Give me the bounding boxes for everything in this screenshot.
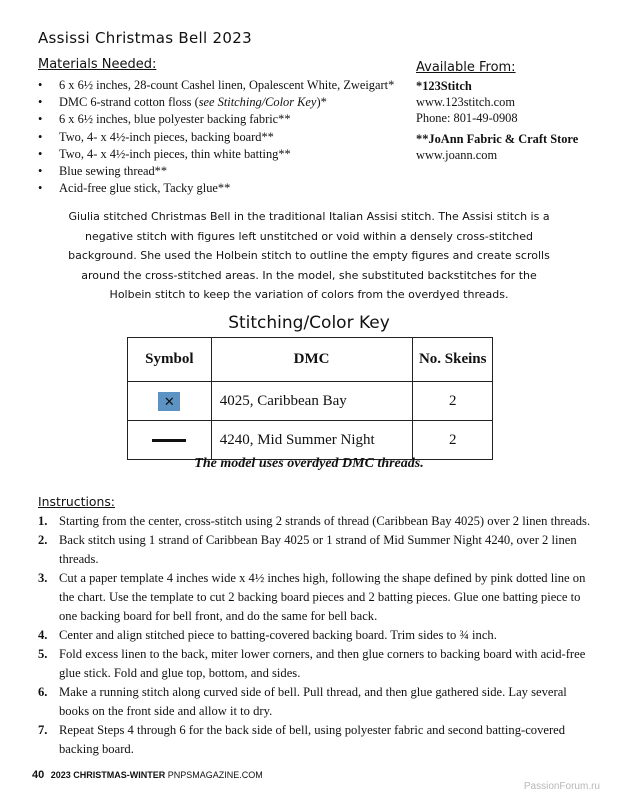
magazine-site: PNPSMAGAZINE.COM: [167, 770, 263, 780]
step-number: 3.: [38, 571, 48, 585]
step-number: 1.: [38, 514, 48, 528]
page-footer: [32, 769, 263, 781]
store-name: **JoAnn Fabric & Craft Store: [416, 132, 579, 146]
materials-item-ref: see Stitching/Color Key: [198, 95, 317, 110]
step-text: Repeat Steps 4 through 6 for the back side of bell, using polyester fabric and second batting-covered backing board.: [59, 723, 566, 756]
materials-item: • Two, 4- x 4½-inch pieces, backing board**: [38, 129, 418, 146]
table-row: [128, 421, 493, 460]
page-number: 40: [32, 769, 45, 781]
store-name: *123Stitch: [416, 79, 472, 93]
header-symbol: Symbol: [128, 338, 212, 382]
instruction-step: [38, 512, 598, 531]
materials-item: [38, 94, 418, 111]
materials-item: • Acid-free glue stick, Tacky glue**: [38, 180, 418, 197]
instruction-step: [38, 645, 598, 683]
materials-item-text: DMC 6-strand cotton floss (: [59, 95, 199, 110]
step-number: 2.: [38, 533, 48, 547]
materials-item: • Blue sewing thread**: [38, 163, 418, 180]
instruction-step: [38, 683, 598, 721]
instruction-step: [38, 721, 598, 759]
skeins-cell: 2: [413, 382, 493, 421]
step-text: Starting from the center, cross-stitch using 2 strands of thread (Caribbean Bay 4025) over 2 linen threads.: [59, 514, 591, 528]
step-text: Back stitch using 1 strand of Caribbean Bay 4025 or 1 strand of Mid Summer Night 4240, over 2 linen threads.: [59, 533, 577, 566]
cross-stitch-x-icon: ✕: [158, 392, 180, 411]
step-number: 4.: [38, 628, 48, 642]
issue-label: 2023 CHRISTMAS-WINTER: [50, 770, 166, 780]
page-title: Assissi Christmas Bell 2023: [38, 29, 252, 47]
step-text: Make a running stitch along curved side of bell. Pull thread, and then glue gathered side. Lay several books on the front side and allow it to dry.: [59, 685, 567, 718]
color-key-note: The model uses overdyed DMC threads.: [194, 456, 424, 471]
step-text: Center and align stitched piece to batting-covered backing board. Trim sides to ¾ inch.: [59, 628, 497, 642]
dmc-cell: 4240, Mid Summer Night: [211, 421, 413, 460]
symbol-cell: [128, 421, 212, 460]
materials-item: • 6 x 6½ inches, blue polyester backing fabric**: [38, 111, 418, 128]
intro-paragraph: Giulia stitched Christmas Bell in the traditional Italian Assisi stitch. The Assisi stitch is a negative stitch with figures left unstitched or void within a densely cross-stitched background. She used the Holbein stitch to outline the empty figures and create scrolls around the cross-stitched areas. In the model, she substituted backstitches for the Holbein stitch to keep the variation of colors from the overdyed threads.: [68, 210, 550, 301]
step-text: Fold excess linen to the back, miter lower corners, and then glue corners to backing board with acid-free glue stick. Fold and glue top, bottom, and sides.: [59, 647, 586, 680]
dmc-cell: 4025, Caribbean Bay: [211, 382, 413, 421]
store-website: www.joann.com: [416, 148, 498, 162]
store-website: www.123stitch.com: [416, 95, 515, 109]
materials-heading: Materials Needed:: [38, 57, 157, 72]
table-row: [128, 382, 493, 421]
watermark: PassionForum.ru: [523, 781, 600, 792]
available-from: [416, 60, 611, 163]
skeins-cell: 2: [413, 421, 493, 460]
table-header-row: [128, 338, 493, 382]
instructions-list: [38, 512, 598, 759]
step-text: Cut a paper template 4 inches wide x 4½ inches high, following the shape defined by pink dotted line on the chart. Use the template to cut 2 backing board pieces and 2 batting pieces. Glue one batting piece to one backing board for bell front, and do the same for bell back.: [59, 571, 586, 623]
store-phone: Phone: 801-49-0908: [416, 111, 518, 125]
materials-list: [38, 77, 418, 197]
materials-item: • 6 x 6½ inches, 28-count Cashel linen, Opalescent White, Zweigart*: [38, 77, 418, 94]
materials-item: • Two, 4- x 4½-inch pieces, thin white batting**: [38, 146, 418, 163]
instruction-step: [38, 531, 598, 569]
step-number: 7.: [38, 723, 48, 737]
instruction-step: [38, 569, 598, 626]
symbol-cell: [128, 382, 212, 421]
header-skeins: No. Skeins: [413, 338, 493, 382]
header-dmc: DMC: [211, 338, 413, 382]
materials-item-text: )*: [316, 95, 327, 110]
available-heading: Available From:: [416, 60, 516, 75]
step-number: 5.: [38, 647, 48, 661]
instruction-step: [38, 626, 598, 645]
backstitch-line-icon: [152, 439, 186, 442]
color-key-table: [127, 337, 493, 460]
step-number: 6.: [38, 685, 48, 699]
instructions-heading: Instructions:: [38, 494, 115, 509]
color-key-title: Stitching/Color Key: [228, 313, 390, 333]
